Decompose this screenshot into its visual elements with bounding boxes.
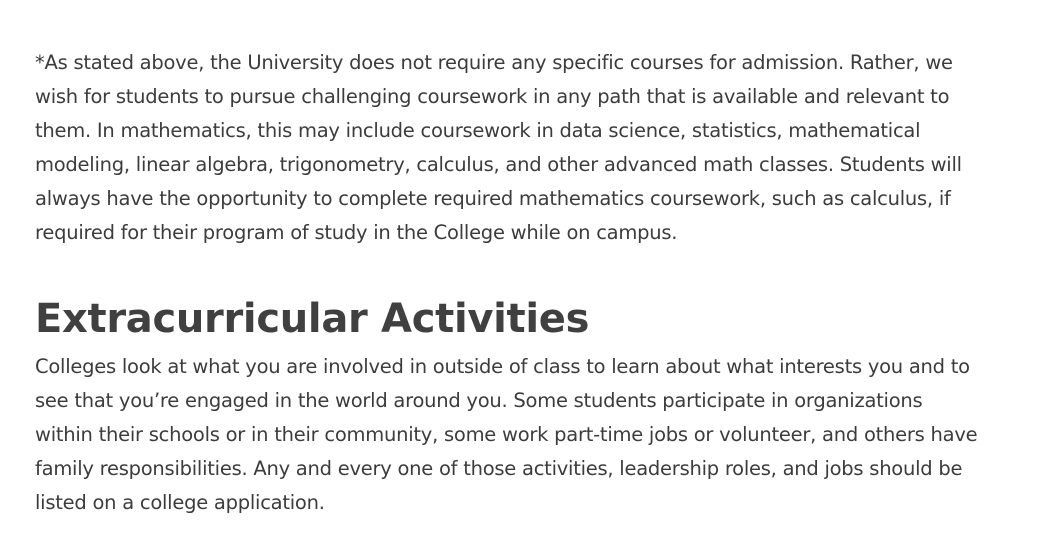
section-heading: Extracurricular Activities bbox=[35, 296, 590, 342]
main-content bbox=[35, 46, 985, 520]
extracurricular-paragraph: Colleges look at what you are involved in outside of class to learn about what interests you and to see that you’re engaged in the world around you. Some students participate in organizations within their schools or in their community, some work part-time jobs or volunteer, and others have family responsibilities. Any and every one of those activities, leadership roles, and jobs should be listed on a college application. bbox=[35, 355, 978, 514]
admission-footnote-paragraph: *As stated above, the University does not require any specific courses for admission. Rather, we wish for students to pursue challenging coursework in any path that is available and relevant to them. In mathematics, this may include coursework in data science, statistics, mathematical modeling, linear algebra, trigonometry, calculus, and other advanced math classes. Students will always have the opportunity to complete required mathematics coursework, such as calculus, if required for their program of study in the College while on campus. bbox=[35, 51, 962, 244]
